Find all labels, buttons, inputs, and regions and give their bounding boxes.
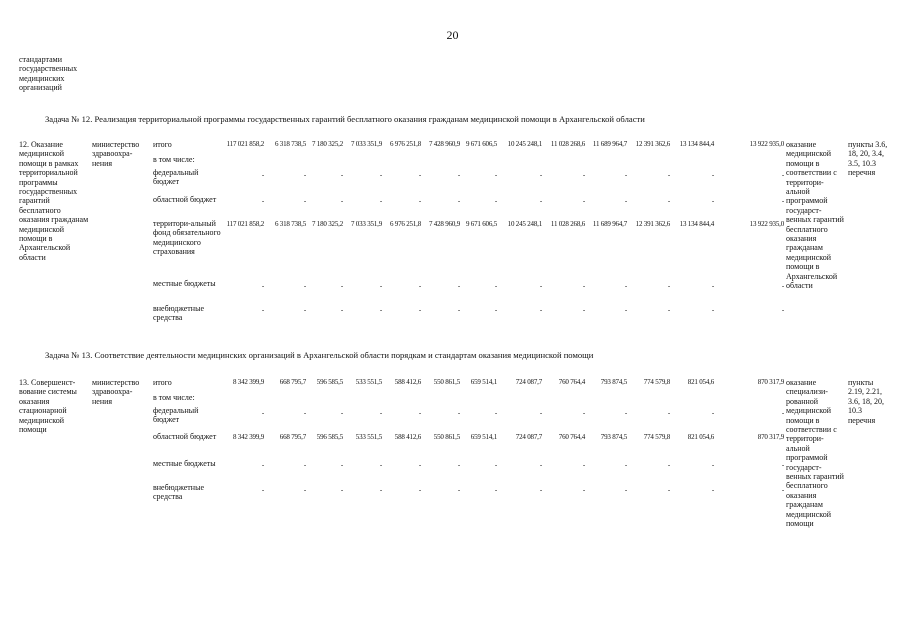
value-cell: 550 861,5: [433, 378, 460, 386]
task-12-values-federal: [222, 171, 784, 181]
task-13-points: пункты 2.19, 2.21, 3.6, 18, 20, 10.3 перечня: [848, 378, 884, 425]
value-cell: 11 028 268,6: [550, 140, 585, 148]
value-cell: -: [667, 282, 670, 290]
value-cell: -: [418, 486, 421, 494]
task-12-source-oms: территори-альный фонд обязательного медицинского страхования: [153, 219, 221, 257]
value-cell: 12 391 362,6: [635, 140, 670, 148]
value-cell: 9 671 606,5: [465, 140, 497, 148]
value-cell: -: [379, 461, 382, 469]
value-cell: -: [261, 409, 264, 417]
value-cell: -: [457, 197, 460, 205]
value-cell: 8 342 399,9: [232, 378, 264, 386]
value-cell: 6 976 251,8: [389, 140, 421, 148]
value-cell: 7 180 325,2: [311, 220, 343, 228]
task-12-source-extrabudget: внебюджетные средства: [153, 304, 204, 323]
value-cell: 117 021 858,2: [226, 220, 264, 228]
value-cell: -: [494, 461, 497, 469]
value-cell: 10 245 248,1: [507, 140, 542, 148]
value-cell: 793 874,5: [600, 378, 627, 386]
value-cell: -: [261, 486, 264, 494]
task-13-values-local: [222, 461, 784, 471]
value-cell: -: [418, 171, 421, 179]
value-cell: -: [303, 461, 306, 469]
value-cell: 533 551,5: [355, 378, 382, 386]
value-cell: 821 054,6: [687, 433, 714, 441]
task-12-item-name: 12. Оказание медицинской помощи в рамках территориальной программы государственных гарантий бесплатного оказания гражданам медицинской помощи в Архангельской области: [19, 140, 89, 262]
value-cell: -: [457, 409, 460, 417]
value-cell: -: [379, 197, 382, 205]
value-cell: -: [261, 197, 264, 205]
value-cell: -: [303, 282, 306, 290]
value-cell: 7 428 960,9: [428, 220, 460, 228]
task-12-points: пункты 3.6, 18, 20, 3.4, 3.5, 10.3 перечня: [848, 140, 888, 178]
task-12-values-extrabudget: [222, 306, 784, 316]
value-cell: 13 922 935,0: [749, 140, 784, 148]
value-cell: -: [667, 461, 670, 469]
value-cell: -: [711, 306, 714, 314]
value-cell: 11 028 268,6: [550, 220, 585, 228]
value-cell: -: [261, 306, 264, 314]
task-12-values-total: [222, 140, 784, 150]
task-12-executor: министерство здравоохра-нения: [92, 140, 140, 168]
value-cell: -: [711, 461, 714, 469]
value-cell: 117 021 858,2: [226, 140, 264, 148]
value-cell: -: [261, 461, 264, 469]
value-cell: -: [781, 409, 784, 417]
value-cell: -: [494, 486, 497, 494]
value-cell: -: [303, 171, 306, 179]
value-cell: 13 134 844,4: [679, 140, 714, 148]
value-cell: -: [781, 282, 784, 290]
task-12-source-regional: областной бюджет: [153, 195, 217, 204]
value-cell: -: [539, 282, 542, 290]
value-cell: -: [539, 409, 542, 417]
value-cell: -: [494, 306, 497, 314]
value-cell: -: [781, 486, 784, 494]
value-cell: -: [582, 197, 585, 205]
value-cell: 821 054,6: [687, 378, 714, 386]
task-13-result: оказание специализи-рованной медицинской помощи в соответствии с территори-альной программой государст-венных гарантий бесплатного оказания гражданам медицинской помощи: [786, 378, 844, 529]
task-13-source-regional: областной бюджет: [153, 432, 217, 441]
value-cell: 870 317,9: [757, 433, 784, 441]
value-cell: 6 318 738,5: [274, 140, 306, 148]
value-cell: -: [340, 197, 343, 205]
task-13-item-name: 13. Совершенст-вование системы оказания стационарной медицинской помощи: [19, 378, 77, 435]
value-cell: 7 033 351,9: [350, 140, 382, 148]
value-cell: 588 412,6: [394, 433, 421, 441]
value-cell: -: [582, 409, 585, 417]
value-cell: 596 585,5: [316, 433, 343, 441]
task-12-values-local: [222, 282, 784, 292]
value-cell: 774 579,8: [643, 433, 670, 441]
value-cell: -: [418, 306, 421, 314]
value-cell: -: [539, 486, 542, 494]
value-cell: -: [418, 282, 421, 290]
value-cell: 9 671 606,5: [465, 220, 497, 228]
value-cell: -: [457, 306, 460, 314]
value-cell: -: [539, 171, 542, 179]
task-12-result: оказание медицинской помощи в соответствии с территори-альной программой государст-венных гарантий бесплатного оказания гражданам медицинской помощи в Архангельской области: [786, 140, 844, 291]
value-cell: 533 551,5: [355, 433, 382, 441]
task-12-source-total: итого: [153, 140, 172, 149]
value-cell: -: [340, 282, 343, 290]
carry-over-text: стандартами государственных медицинских организаций: [19, 55, 78, 93]
value-cell: -: [494, 282, 497, 290]
value-cell: -: [457, 282, 460, 290]
value-cell: 13 922 935,0: [749, 220, 784, 228]
value-cell: -: [667, 197, 670, 205]
value-cell: -: [624, 486, 627, 494]
value-cell: 760 764,4: [558, 433, 585, 441]
value-cell: 13 134 844,4: [679, 220, 714, 228]
value-cell: -: [379, 306, 382, 314]
value-cell: -: [539, 461, 542, 469]
value-cell: 10 245 248,1: [507, 220, 542, 228]
value-cell: -: [711, 197, 714, 205]
value-cell: -: [781, 461, 784, 469]
value-cell: -: [261, 171, 264, 179]
task-12-source-local: местные бюджеты: [153, 279, 216, 288]
value-cell: 668 795,7: [279, 378, 306, 386]
value-cell: 659 514,1: [470, 378, 497, 386]
value-cell: -: [379, 409, 382, 417]
task-13-values-federal: [222, 409, 784, 419]
value-cell: -: [494, 171, 497, 179]
value-cell: -: [781, 171, 784, 179]
value-cell: -: [539, 197, 542, 205]
task-13-values-extrabudget: [222, 486, 784, 496]
value-cell: -: [457, 486, 460, 494]
value-cell: 596 585,5: [316, 378, 343, 386]
value-cell: 870 317,9: [757, 378, 784, 386]
value-cell: -: [340, 486, 343, 494]
value-cell: -: [261, 282, 264, 290]
value-cell: -: [340, 306, 343, 314]
value-cell: -: [340, 461, 343, 469]
task-13-executor: министерство здравоохра-нения: [92, 378, 140, 406]
value-cell: -: [624, 461, 627, 469]
task-13-title: Задача № 13. Соответствие деятельности медицинских организаций в Архангельской области порядкам и стандартам оказания медицинской помощи: [45, 350, 594, 360]
value-cell: -: [379, 171, 382, 179]
task-13-source-extrabudget: внебюджетные средства: [153, 483, 204, 502]
task-13-source-federal: федеральный бюджет: [153, 406, 199, 425]
task-12-source-incl: в том числе:: [153, 155, 195, 164]
value-cell: -: [457, 461, 460, 469]
task-13-values-total: [222, 378, 784, 388]
value-cell: 6 976 251,8: [389, 220, 421, 228]
value-cell: -: [781, 306, 784, 314]
value-cell: -: [379, 486, 382, 494]
value-cell: 7 033 351,9: [350, 220, 382, 228]
value-cell: 724 087,7: [515, 378, 542, 386]
task-12-values-regional: [222, 197, 784, 207]
value-cell: 11 689 964,7: [592, 140, 627, 148]
value-cell: -: [379, 282, 382, 290]
value-cell: -: [340, 171, 343, 179]
value-cell: -: [667, 486, 670, 494]
value-cell: -: [711, 409, 714, 417]
value-cell: 7 428 960,9: [428, 140, 460, 148]
page-number: 20: [446, 28, 459, 42]
value-cell: 774 579,8: [643, 378, 670, 386]
value-cell: -: [624, 306, 627, 314]
value-cell: -: [624, 282, 627, 290]
value-cell: -: [303, 306, 306, 314]
value-cell: -: [582, 282, 585, 290]
task-12-values-oms: [222, 220, 784, 230]
value-cell: -: [667, 409, 670, 417]
value-cell: 6 318 738,5: [274, 220, 306, 228]
value-cell: -: [582, 486, 585, 494]
value-cell: 668 795,7: [279, 433, 306, 441]
task-13-values-regional: [222, 433, 784, 443]
value-cell: -: [418, 197, 421, 205]
value-cell: -: [624, 197, 627, 205]
value-cell: -: [303, 486, 306, 494]
value-cell: -: [711, 171, 714, 179]
value-cell: -: [624, 171, 627, 179]
value-cell: 550 861,5: [433, 433, 460, 441]
value-cell: 760 764,4: [558, 378, 585, 386]
value-cell: 11 689 964,7: [592, 220, 627, 228]
value-cell: -: [303, 409, 306, 417]
value-cell: -: [418, 409, 421, 417]
value-cell: 8 342 399,9: [232, 433, 264, 441]
value-cell: -: [494, 409, 497, 417]
value-cell: -: [781, 197, 784, 205]
value-cell: -: [340, 409, 343, 417]
value-cell: 793 874,5: [600, 433, 627, 441]
value-cell: -: [667, 171, 670, 179]
value-cell: 7 180 325,2: [311, 140, 343, 148]
value-cell: -: [303, 197, 306, 205]
value-cell: 724 087,7: [515, 433, 542, 441]
task-13-source-local: местные бюджеты: [153, 459, 216, 468]
value-cell: -: [582, 171, 585, 179]
value-cell: -: [582, 306, 585, 314]
value-cell: 588 412,6: [394, 378, 421, 386]
task-13-source-total: итого: [153, 378, 172, 387]
task-13-source-incl: в том числе:: [153, 393, 195, 402]
value-cell: -: [494, 197, 497, 205]
value-cell: -: [711, 282, 714, 290]
task-12-source-federal: федеральный бюджет: [153, 168, 199, 187]
value-cell: -: [539, 306, 542, 314]
value-cell: -: [582, 461, 585, 469]
value-cell: 12 391 362,6: [635, 220, 670, 228]
value-cell: -: [624, 409, 627, 417]
value-cell: 659 514,1: [470, 433, 497, 441]
value-cell: -: [711, 486, 714, 494]
value-cell: -: [418, 461, 421, 469]
task-12-title: Задача № 12. Реализация территориальной программы государственных гарантий бесплатного оказания гражданам медицинской помощи в Архангельской области: [45, 114, 645, 124]
value-cell: -: [457, 171, 460, 179]
value-cell: -: [667, 306, 670, 314]
